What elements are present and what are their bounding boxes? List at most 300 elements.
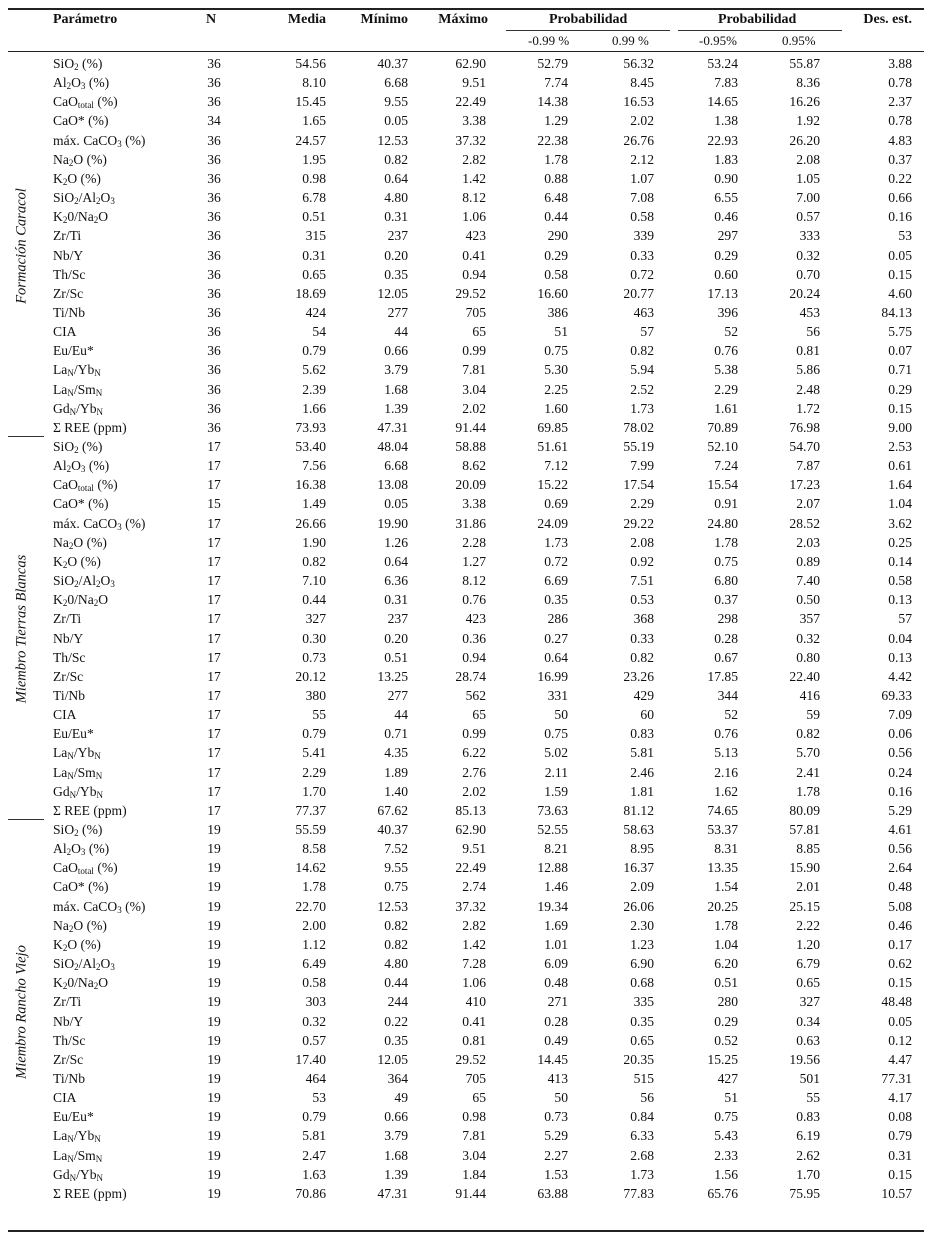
cell-media: 380: [305, 687, 326, 703]
cell-minimo: 1.68: [384, 1147, 408, 1163]
cell-prob95-high: 8.36: [796, 75, 820, 91]
cell-n: 17: [207, 783, 221, 799]
table-row: [8, 1031, 924, 1050]
cell-minimo: 0.31: [384, 592, 408, 608]
cell-parametro: $Gd_N/Yb_N$: [53, 400, 104, 417]
cell-media: 1.90: [302, 534, 326, 550]
table-row: [8, 54, 924, 73]
cell-prob99-low: 50: [554, 707, 568, 723]
cell-prob95-high: 357: [799, 611, 820, 627]
cell-prob95-high: 501: [799, 1070, 820, 1086]
cell-prob95-low: 1.62: [714, 783, 738, 799]
cell-prob95-high: 15.90: [789, 860, 820, 876]
table-row: [8, 1107, 924, 1126]
header-n: N: [206, 12, 217, 27]
cell-maximo: 423: [465, 611, 486, 627]
cell-prob95-low: 1.78: [714, 917, 738, 933]
cell-prob95-high: 8.85: [796, 841, 820, 857]
cell-minimo: 48.04: [377, 439, 408, 454]
table-row: [8, 322, 924, 341]
cell-prob95-high: 0.65: [796, 975, 820, 991]
table-row: [8, 360, 924, 379]
cell-prob99-high: 78.02: [623, 419, 654, 435]
cell-prob95-high: 2.07: [796, 496, 820, 512]
cell-prob95-low: 74.65: [707, 802, 738, 818]
cell-parametro: máx. CaCO$_3$ (%): [53, 132, 146, 149]
cell-parametro: Zr/Sc: [53, 1051, 84, 1067]
cell-prob95-low: 0.60: [714, 266, 738, 282]
cell-des-est: 0.78: [888, 113, 912, 129]
cell-minimo: 237: [387, 228, 408, 244]
cell-maximo: 3.04: [462, 1147, 486, 1163]
cell-parametro: CaO* (%): [53, 496, 109, 512]
cell-prob95-high: 5.86: [796, 362, 820, 378]
cell-prob95-low: 52: [724, 707, 738, 723]
cell-parametro: $Gd_N/Yb_N$: [53, 783, 104, 800]
cell-n: 36: [207, 285, 221, 301]
cell-maximo: 85.13: [455, 802, 486, 818]
cell-minimo: 0.66: [384, 1109, 408, 1125]
cell-prob99-high: 16.37: [623, 860, 654, 876]
cell-des-est: 5.29: [888, 802, 912, 818]
cell-prob95-high: 1.78: [796, 783, 820, 799]
table-row: [8, 743, 924, 762]
cell-parametro: $La_N/Sm_N$: [53, 764, 103, 781]
cell-prob95-high: 0.80: [796, 649, 820, 665]
cell-des-est: 0.48: [888, 879, 912, 895]
cell-media: 5.62: [302, 362, 326, 378]
cell-media: 1.63: [302, 1166, 326, 1182]
cell-maximo: 65: [472, 324, 486, 340]
cell-prob99-low: 1.59: [544, 783, 568, 799]
cell-prob99-low: 51: [554, 324, 568, 340]
cell-prob99-high: 8.95: [630, 841, 654, 857]
cell-prob99-low: 2.25: [544, 381, 568, 397]
table-row: [8, 839, 924, 858]
cell-prob95-high: 6.19: [796, 1128, 820, 1144]
cell-prob99-high: 0.58: [630, 209, 654, 225]
cell-parametro: $K_20/Na_2O$: [53, 975, 109, 992]
cell-maximo: 37.32: [455, 132, 486, 148]
cell-media: 0.79: [302, 1109, 326, 1125]
cell-prob99-low: 0.75: [544, 726, 568, 742]
cell-media: 0.79: [302, 343, 326, 359]
cell-maximo: 705: [465, 304, 486, 320]
cell-minimo: 13.25: [377, 668, 408, 684]
cell-prob95-high: 26.20: [789, 132, 820, 148]
cell-media: 16.38: [295, 477, 326, 493]
cell-n: 19: [207, 975, 221, 991]
cell-media: 5.41: [302, 745, 326, 761]
table-row: [8, 686, 924, 705]
cell-prob95-high: 2.01: [796, 879, 820, 895]
cell-prob99-high: 0.84: [630, 1109, 654, 1125]
table-row: [8, 341, 924, 360]
cell-minimo: 3.79: [384, 1128, 408, 1144]
cell-prob95-low: 0.37: [714, 592, 738, 608]
cell-maximo: 6.22: [462, 745, 486, 761]
table-row: [8, 1088, 924, 1107]
cell-prob95-high: 0.83: [796, 1109, 820, 1125]
cell-n: 19: [207, 860, 221, 876]
cell-prob99-low: 0.49: [544, 1032, 568, 1048]
cell-des-est: 0.66: [888, 190, 912, 206]
cell-n: 19: [207, 822, 221, 837]
cell-prob95-low: 7.24: [714, 458, 738, 474]
cell-maximo: 91.44: [455, 419, 486, 435]
cell-parametro: Th/Sc: [53, 1032, 86, 1048]
cell-prob95-low: 2.33: [714, 1147, 738, 1163]
cell-n: 19: [207, 1128, 221, 1144]
cell-prob99-low: 413: [547, 1070, 568, 1086]
cell-prob95-low: 20.25: [707, 898, 738, 914]
header-minimo: Mínimo: [360, 12, 408, 27]
cell-parametro: Zr/Ti: [53, 228, 82, 244]
cell-prob95-low: 2.16: [714, 764, 738, 780]
cell-parametro: máx. CaCO$_3$ (%): [53, 515, 146, 532]
cell-minimo: 7.52: [384, 841, 408, 857]
cell-parametro: CIA: [53, 707, 77, 723]
table-row: [8, 1165, 924, 1184]
cell-maximo: 2.74: [462, 879, 486, 895]
top-rule: [8, 8, 924, 10]
cell-n: 19: [207, 1147, 221, 1163]
cell-maximo: 8.62: [462, 458, 486, 474]
cell-media: 0.79: [302, 726, 326, 742]
cell-prob99-high: 56.32: [623, 56, 654, 71]
cell-minimo: 0.35: [384, 1032, 408, 1048]
cell-maximo: 7.28: [462, 956, 486, 972]
cell-maximo: 28.74: [455, 668, 486, 684]
cell-maximo: 0.41: [462, 1013, 486, 1029]
cell-maximo: 3.38: [462, 113, 486, 129]
cell-minimo: 4.35: [384, 745, 408, 761]
cell-minimo: 0.51: [384, 649, 408, 665]
cell-prob95-low: 17.13: [707, 285, 738, 301]
table-row: [8, 1126, 924, 1145]
cell-prob99-low: 8.21: [544, 841, 568, 857]
cell-minimo: 4.80: [384, 190, 408, 206]
cell-prob99-high: 2.12: [630, 151, 654, 167]
bottom-rule: [8, 1230, 924, 1232]
cell-minimo: 19.90: [377, 515, 408, 531]
cell-prob99-low: 14.45: [537, 1051, 568, 1067]
cell-maximo: 1.06: [462, 209, 486, 225]
cell-prob95-low: 15.54: [707, 477, 738, 493]
cell-maximo: 2.82: [462, 917, 486, 933]
cell-parametro: SiO$_2$ (%): [53, 822, 103, 838]
cell-prob95-low: 0.29: [714, 247, 738, 263]
cell-prob95-high: 2.22: [796, 917, 820, 933]
cell-prob95-low: 1.56: [714, 1166, 738, 1182]
cell-prob99-high: 20.35: [623, 1051, 654, 1067]
table-row: [8, 935, 924, 954]
cell-media: 55.59: [295, 822, 326, 837]
cell-des-est: 0.61: [888, 458, 912, 474]
cell-prob99-high: 0.68: [630, 975, 654, 991]
cell-minimo: 49: [394, 1090, 408, 1106]
cell-parametro: Ti/Nb: [53, 687, 85, 703]
cell-media: 18.69: [295, 285, 326, 301]
cell-parametro: Σ REE (ppm): [53, 802, 127, 818]
cell-prob99-low: 6.48: [544, 190, 568, 206]
cell-n: 19: [207, 841, 221, 857]
cell-prob99-high: 60: [640, 707, 654, 723]
cell-prob99-low: 0.72: [544, 553, 568, 569]
cell-prob95-high: 75.95: [789, 1185, 820, 1201]
cell-prob95-high: 16.26: [789, 94, 820, 110]
cell-des-est: 0.05: [888, 1013, 912, 1029]
cell-des-est: 48.48: [881, 994, 912, 1010]
cell-prob95-low: 0.75: [714, 1109, 738, 1125]
cell-n: 36: [207, 419, 221, 435]
cell-prob99-low: 63.88: [537, 1185, 568, 1201]
table-row: [8, 533, 924, 552]
header-probabilidad-95: Probabilidad: [718, 12, 797, 27]
cell-parametro: Σ REE (ppm): [53, 1185, 127, 1201]
cell-prob95-low: 15.25: [707, 1051, 738, 1067]
cell-media: 303: [305, 994, 326, 1010]
cell-n: 17: [207, 573, 221, 589]
cell-n: 36: [207, 132, 221, 148]
cell-maximo: 1.06: [462, 975, 486, 991]
cell-minimo: 12.53: [377, 132, 408, 148]
cell-minimo: 12.53: [377, 898, 408, 914]
cell-maximo: 22.49: [455, 94, 486, 110]
cell-prob99-low: 14.38: [537, 94, 568, 110]
cell-parametro: $La_N/Yb_N$: [53, 362, 101, 379]
cell-media: 17.40: [295, 1051, 326, 1067]
cell-n: 17: [207, 553, 221, 569]
cell-maximo: 562: [465, 687, 486, 703]
cell-n: 17: [207, 592, 221, 608]
cell-minimo: 0.64: [384, 170, 408, 186]
cell-prob95-high: 0.34: [796, 1013, 820, 1029]
cell-prob95-low: 52: [724, 324, 738, 340]
cell-parametro: $SiO_2/Al_2O_3$: [53, 573, 115, 590]
cell-parametro: $La_N/Sm_N$: [53, 1147, 103, 1164]
table-row: [8, 571, 924, 590]
cell-prob95-low: 1.83: [714, 151, 738, 167]
cell-prob99-high: 339: [633, 228, 654, 244]
table-row: [8, 782, 924, 801]
cell-prob99-high: 56: [640, 1090, 654, 1106]
cell-n: 36: [207, 304, 221, 320]
cell-prob99-low: 15.22: [537, 477, 568, 493]
cell-prob95-low: 70.89: [707, 419, 738, 435]
cell-prob99-low: 52.55: [537, 822, 568, 837]
cell-prob95-low: 0.46: [714, 209, 738, 225]
cell-prob99-high: 1.73: [630, 1166, 654, 1182]
cell-prob95-low: 5.43: [714, 1128, 738, 1144]
cell-media: 0.65: [302, 266, 326, 282]
cell-parametro: máx. CaCO$_3$ (%): [53, 898, 146, 915]
cell-prob99-low: 286: [547, 611, 568, 627]
cell-des-est: 77.31: [881, 1070, 912, 1086]
cell-parametro: $Na_2O$ (%): [53, 917, 107, 934]
cell-maximo: 20.09: [455, 477, 486, 493]
cell-des-est: 4.17: [888, 1090, 912, 1106]
cell-minimo: 1.89: [384, 764, 408, 780]
cell-minimo: 0.20: [384, 247, 408, 263]
cell-minimo: 9.55: [384, 94, 408, 110]
cell-n: 19: [207, 1185, 221, 1201]
cell-minimo: 0.82: [384, 917, 408, 933]
cell-media: 54.56: [295, 56, 326, 71]
header-bottom-rule: [8, 51, 924, 52]
subheader-prob95-high: 0.95%: [782, 33, 816, 48]
cell-prob99-high: 26.06: [623, 898, 654, 914]
table-row: [8, 284, 924, 303]
group-label: [8, 437, 36, 820]
cell-des-est: 5.08: [888, 898, 912, 914]
cell-minimo: 1.39: [384, 1166, 408, 1182]
cell-prob95-high: 0.81: [796, 343, 820, 359]
cell-des-est: 0.16: [888, 783, 912, 799]
cell-parametro: $K_20/Na_2O$: [53, 592, 109, 609]
cell-prob95-low: 0.90: [714, 170, 738, 186]
cell-prob99-low: 1.78: [544, 151, 568, 167]
group-name: Formación Caracol: [13, 187, 30, 304]
cell-parametro: Nb/Y: [53, 247, 84, 263]
cell-media: 0.44: [302, 592, 326, 608]
table-row: [8, 399, 924, 418]
table-row: [8, 418, 924, 437]
cell-prob95-low: 344: [717, 687, 738, 703]
table-row: [8, 820, 924, 839]
table-row: [8, 705, 924, 724]
cell-prob95-high: 2.48: [796, 381, 820, 397]
cell-prob99-high: 5.94: [630, 362, 654, 378]
cell-prob99-high: 17.54: [623, 477, 654, 493]
cell-n: 19: [207, 917, 221, 933]
table-row: [8, 169, 924, 188]
cell-prob99-high: 7.08: [630, 190, 654, 206]
header-probabilidad-99: Probabilidad: [549, 12, 628, 27]
cell-des-est: 0.25: [888, 534, 912, 550]
cell-prob95-high: 19.56: [789, 1051, 820, 1067]
cell-prob99-low: 0.64: [544, 649, 568, 665]
cell-n: 17: [207, 477, 221, 493]
cell-des-est: 2.53: [888, 439, 912, 454]
cell-minimo: 0.22: [384, 1013, 408, 1029]
cell-prob95-low: 0.67: [714, 649, 738, 665]
cell-n: 19: [207, 898, 221, 914]
cell-minimo: 0.82: [384, 936, 408, 952]
cell-prob95-high: 0.50: [796, 592, 820, 608]
table-row: [8, 552, 924, 571]
cell-n: 36: [207, 209, 221, 225]
cell-prob99-low: 24.09: [537, 515, 568, 531]
cell-prob95-high: 55: [806, 1090, 820, 1106]
table-row: [8, 226, 924, 245]
cell-prob95-low: 7.83: [714, 75, 738, 91]
cell-prob99-high: 0.33: [630, 247, 654, 263]
cell-prob99-low: 0.28: [544, 1013, 568, 1029]
cell-des-est: 0.15: [888, 400, 912, 416]
cell-prob95-high: 59: [806, 707, 820, 723]
cell-prob99-high: 81.12: [623, 802, 654, 818]
cell-media: 1.95: [302, 151, 326, 167]
cell-prob99-high: 0.82: [630, 343, 654, 359]
cell-prob95-high: 20.24: [789, 285, 820, 301]
cell-n: 15: [207, 496, 221, 512]
cell-prob99-low: 1.01: [544, 936, 568, 952]
cell-parametro: $Na_2O$ (%): [53, 151, 107, 168]
cell-media: 53: [312, 1090, 326, 1106]
cell-media: 1.12: [302, 936, 326, 952]
cell-parametro: $La_N/Yb_N$: [53, 1128, 101, 1145]
cell-media: 55: [312, 707, 326, 723]
cell-prob95-low: 0.52: [714, 1032, 738, 1048]
cell-des-est: 3.88: [888, 56, 912, 71]
table-row: [8, 801, 924, 820]
cell-parametro: Th/Sc: [53, 649, 86, 665]
cell-prob99-low: 1.69: [544, 917, 568, 933]
cell-maximo: 0.94: [462, 266, 486, 282]
cell-prob99-low: 5.29: [544, 1128, 568, 1144]
table-row: [8, 648, 924, 667]
cell-prob99-high: 0.65: [630, 1032, 654, 1048]
cell-prob95-high: 0.32: [796, 630, 820, 646]
cell-prob99-low: 1.73: [544, 534, 568, 550]
cell-prob95-low: 0.91: [714, 496, 738, 512]
cell-parametro: $K_2O$ (%): [53, 553, 101, 570]
cell-maximo: 1.42: [462, 936, 486, 952]
cell-media: 315: [305, 228, 326, 244]
table-row: [8, 494, 924, 513]
cell-media: 0.30: [302, 630, 326, 646]
cell-prob95-high: 327: [799, 994, 820, 1010]
cell-prob95-low: 0.29: [714, 1013, 738, 1029]
cell-prob95-low: 5.38: [714, 362, 738, 378]
cell-prob95-low: 51: [724, 1090, 738, 1106]
cell-minimo: 44: [394, 707, 408, 723]
table-row: [8, 1012, 924, 1031]
cell-des-est: 0.56: [888, 745, 912, 761]
cell-des-est: 7.09: [888, 707, 912, 723]
cell-prob99-low: 73.63: [537, 802, 568, 818]
cell-prob99-low: 331: [547, 687, 568, 703]
cell-media: 6.78: [302, 190, 326, 206]
cell-prob99-low: 2.11: [544, 764, 568, 780]
cell-prob99-high: 2.08: [630, 534, 654, 550]
cell-maximo: 1.84: [462, 1166, 486, 1182]
cell-media: 14.62: [295, 860, 326, 876]
cell-des-est: 1.64: [888, 477, 912, 493]
cell-prob95-low: 280: [717, 994, 738, 1010]
cell-maximo: 7.81: [462, 1128, 486, 1144]
cell-prob99-low: 0.58: [544, 266, 568, 282]
cell-prob99-high: 26.76: [623, 132, 654, 148]
cell-prob99-high: 1.81: [630, 783, 654, 799]
cell-prob95-low: 0.51: [714, 975, 738, 991]
cell-parametro: $K_2O$ (%): [53, 170, 101, 187]
cell-maximo: 0.41: [462, 247, 486, 263]
table-row: [8, 724, 924, 743]
cell-minimo: 40.37: [377, 56, 408, 71]
cell-minimo: 6.68: [384, 458, 408, 474]
cell-media: 0.31: [302, 247, 326, 263]
cell-prob99-high: 0.53: [630, 592, 654, 608]
cell-minimo: 0.05: [384, 496, 408, 512]
cell-des-est: 5.75: [888, 324, 912, 340]
cell-maximo: 0.99: [462, 343, 486, 359]
cell-minimo: 244: [387, 994, 408, 1010]
cell-prob99-high: 6.90: [630, 956, 654, 972]
table-row: [8, 763, 924, 782]
cell-des-est: 0.58: [888, 573, 912, 589]
